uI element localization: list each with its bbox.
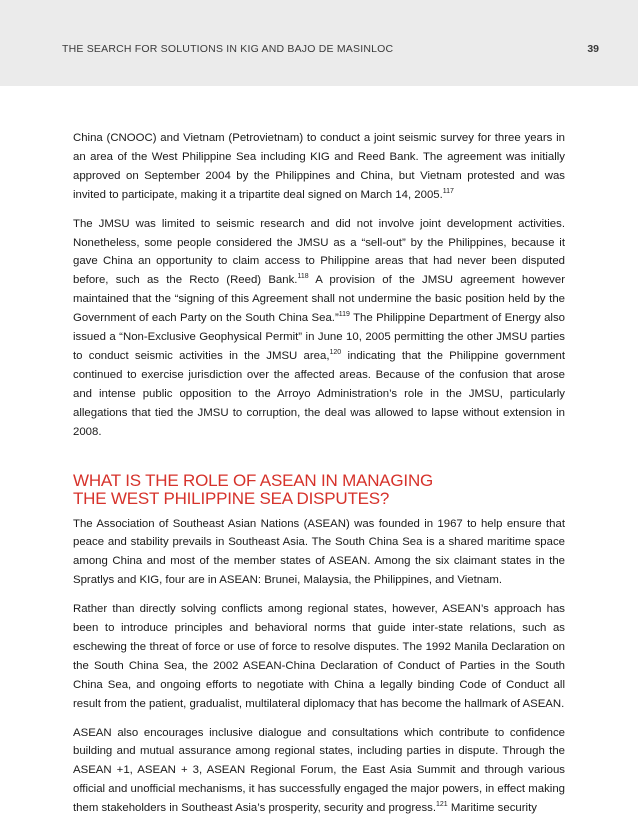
paragraph-jmsu-intro bbox=[73, 129, 565, 205]
page-body bbox=[73, 129, 565, 828]
text-run: China (CNOOC) and Vietnam (Petrovietnam) to conduct a joint seismic survey for three years in an area of the West Philippine Sea including KIG and Reed Bank. bbox=[73, 132, 565, 163]
footnote-ref-118: 118 bbox=[297, 273, 309, 281]
paragraph-asean-founding: The Association of Southeast Asian Nations (ASEAN) was founded in 1967 to help ensure that peace and stability prevails in Southeast Asia. The South China Sea is a shared maritime space among China and most of the member states of ASEAN. Among the six claimant states in the Spratlys and KIG, four are in ASEAN: Brunei, Malaysia, the Philippines, and Vietnam. bbox=[73, 517, 565, 587]
header-band bbox=[0, 0, 638, 86]
text-run: A provision of the JMSU agreement however maintained that the “signing of this Agreement shall not undermine the basic position held by the Government of each Party on the South China Sea.” bbox=[73, 274, 565, 325]
text-run: The JMSU was limited to seismic research and did not involve joint development activities. Nonetheless, some people considered the JMSU as a “sell-out” by the Philippines, because it gave China an opportunity to claim access to Philippine areas that had never been disputed before, such as the Recto (Reed) Bank. bbox=[73, 217, 565, 287]
heading-line-2: THE WEST PHILIPPINE SEA DISPUTES? bbox=[73, 488, 390, 508]
footnote-ref-117: 117 bbox=[442, 187, 454, 195]
paragraph-jmsu-details bbox=[73, 215, 565, 442]
running-head: THE SEARCH FOR SOLUTIONS IN KIG AND BAJO DE MASINLOC bbox=[62, 43, 394, 55]
text-run: ASEAN also encourages inclusive dialogue and consultations which contribute to confidence building and mutual assurance among regional states, including parties in dispute. Through the ASEAN +1, ASEAN + 3, ASEAN Regional Forum, the East Asia Summit and through various official and unofficial mechanisms, it has successfully engaged the major powers, in effect making them stakeholders in Southeast Asia’s prosperity, security and progress. bbox=[73, 726, 565, 815]
paragraph-asean-dialogue bbox=[73, 724, 565, 819]
paragraph-asean-approach: Rather than directly solving conflicts among regional states, however, ASEAN’s approach has been to introduce principles and behavioral norms that guide inter-state relations, such as eschewing the threat of force or use of force to resolve disputes. The 1992 Manila Declaration on the South China Sea, the 2002 ASEAN-China Declaration of Conduct of Parties in the South China Sea, and ongoing efforts to negotiate with China a legally binding Code of Conduct all result from the patient, gradualist, multilateral diplomacy that has become the hallmark of ASEAN. bbox=[73, 603, 565, 710]
footnote-ref-121: 121 bbox=[436, 801, 448, 809]
text-run: The Philippine Department of Energy also issued a “Non-Exclusive Geophysical Permit” in June 10, 2005 permitting the other JMSU parties to conduct seismic activities in the JMSU area, bbox=[73, 312, 565, 362]
text-run: indicating that the Philippine government continued to exercise jurisdiction over the affected areas. Because of the confusion that arose and intense public opposition to the Arroyo Administration’s role in the JMSU, particularly allegations that tied the JMSU to corruption, the deal was allowed to lapse without extension in 2008. bbox=[73, 349, 565, 438]
section-heading bbox=[73, 472, 565, 508]
text-run: The agreement was initially approved on September 2004 by the Philippines and China, but Vietnam protested and was invited to participate, making it a tripartite deal signed on March 14, 2005. bbox=[73, 150, 565, 201]
footnote-ref-120: 120 bbox=[329, 349, 342, 357]
text-run: Maritime security bbox=[447, 802, 537, 815]
heading-line-1: WHAT IS THE ROLE OF ASEAN IN MANAGING bbox=[73, 470, 434, 490]
footnote-ref-119: 119 bbox=[338, 311, 350, 319]
page-number: 39 bbox=[587, 43, 599, 55]
